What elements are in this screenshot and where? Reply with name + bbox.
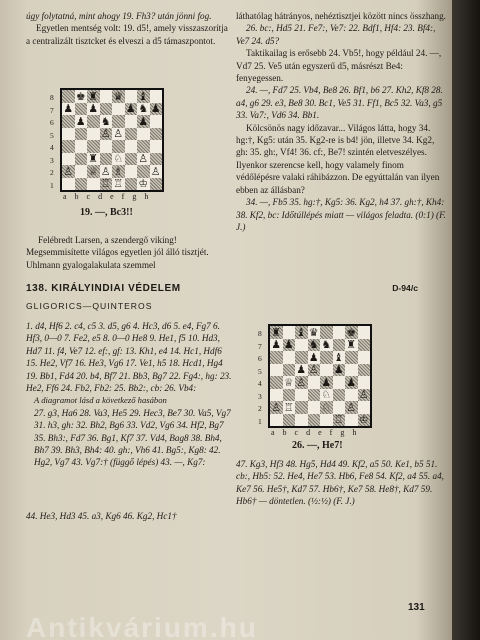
rank-label: 4 [50,143,54,152]
board-square [112,153,125,166]
rank-label: 2 [258,404,262,413]
board-square [358,401,371,414]
board-square [100,153,113,166]
chess-piece: ♚ [346,325,357,339]
board-square [62,153,75,166]
board-square [137,165,150,178]
paragraph: Felébredt Larsen, a szendergő viking! Megsemmisítette világos egyetlen jól álló tisztjét. Uhlmann gyalogalakulata szemmel [26,235,209,270]
board-square [308,339,321,352]
paragraph: Taktikailag is erősebb 24. Vb5!, hogy például 24. —, Vd7 25. Ve5 után egyszerű d5, másrészt Be4: fenyegessen. [236,48,442,84]
board-square [125,178,138,191]
board-square [137,115,150,128]
board-square [87,90,100,103]
board-square [308,414,321,427]
diagram2-caption: 26. —, He7! [292,440,343,451]
board-square [320,401,333,414]
diagram1-rank-labels [50,92,54,192]
board-square [308,401,321,414]
board-square [345,414,358,427]
board-square [87,178,100,191]
board-square [62,103,75,116]
chess-piece: ♙ [113,127,124,141]
chess-piece: ♛ [113,89,124,103]
board-square [100,140,113,153]
board-square [270,401,283,414]
chess-piece: ♞ [321,338,332,352]
game-header [26,283,452,294]
board-square [100,178,113,191]
board-square [125,103,138,116]
board-square [358,339,371,352]
board-square [62,140,75,153]
paragraph: Egyetlen mentség volt: 19. d5!, amely visszaszorítja a centralizált tisztcket és elveszi a d5 támaszpontot. [26,23,228,46]
book-gutter [452,0,480,640]
moves-text: 44. He3, Hd3 45. a3, Kg6 46. Kg2, Hc1† [26,511,177,521]
board-square [75,140,88,153]
board-square [137,178,150,191]
chess-piece: ♟ [271,338,282,352]
board-square [320,376,333,389]
board-square [358,376,371,389]
chess-piece: ♟ [321,375,332,389]
board-square [270,376,283,389]
rank-label: 1 [258,416,262,426]
board-square [100,115,113,128]
board-square [125,165,138,178]
chess-piece: ♕ [88,164,99,178]
chess-piece: ♟ [138,114,149,128]
chess-piece: ♘ [321,388,332,402]
chess-piece: ♜ [88,152,99,166]
board-square [100,165,113,178]
board-square [270,326,283,339]
board-square [358,351,371,364]
board-square [295,351,308,364]
board-square [333,364,346,377]
rank-label: 1 [50,180,54,190]
board-square [87,153,100,166]
top-left-column [26,10,232,47]
chess-piece: ♙ [138,152,149,166]
eco-code: D-94/c [392,283,418,293]
paragraph: láthatólag hátrányos, nehéztisztjei között nincs összhang. [236,11,446,21]
paragraph: úgy folytatná, mint ahogy 19. Fh3? után jönni fog. [26,11,212,21]
chess-piece: ♙ [100,127,111,141]
chess-piece: ♜ [346,338,357,352]
board-square [308,326,321,339]
rank-label: 2 [50,168,54,177]
chess-piece: ♝ [333,350,344,364]
board-square [283,376,296,389]
rank-label: 5 [50,130,54,140]
chess-piece: ♜ [271,325,282,339]
moves-text: 47. Kg3, Hf3 48. Hg5, Hd4 49. Kf2, a5 50. Ke1, b5 51. cb:, Hb5: 52. He4, He7 53. Hb6, Fe8 54. Kf2, a4 55. a4, Ke7 56. He5†, Kd7 57. Hb6†, Ke7 58. He8†, Kd7 59. Hb6† — döntetlen. (½:½) (F. J.) [236,459,444,507]
board-square [137,140,150,153]
rank-label: 7 [50,105,54,115]
chess-piece: ♟ [75,114,86,128]
moves-text: 27. g3, Ha6 28. Va3, He5 29. Hec3, Be7 30. Va5, Vg7 31. h3, gh: 32. Bh2, Bg6 33. Vd2, Vg6 34. Hf2, Bg7 35. Bh3:, Fd7 36. Bg1, Kf7 37. Vd4, Bag8 38. Bh4, Bh7 39. Bh3, Bh4: 40. gh:, Vh6 41. Bg5:, Kg8: 42. Hg2, Vg7 43. Vg7:† (függő lépés) 43. —, Kg7: [34,407,231,468]
board-square [333,414,346,427]
chess-piece: ♔ [138,177,149,191]
board-square [137,90,150,103]
board-square [333,351,346,364]
rank-label: 8 [258,329,262,338]
board-square [112,115,125,128]
chess-piece: ♝ [138,89,149,103]
diagram-note: A diagramot lásd a következő hasábon [34,395,167,406]
chess-piece: ♛ [308,325,319,339]
board-square [62,115,75,128]
board-square [270,351,283,364]
board-square [87,128,100,141]
chess-piece: ♙ [296,375,307,389]
rank-label: 6 [50,118,54,127]
board-square [345,364,358,377]
board-square [112,178,125,191]
chess-piece: ♟ [283,338,294,352]
board-square [295,376,308,389]
board-square [320,389,333,402]
board-square [87,103,100,116]
chess-piece: ♖ [113,177,124,191]
paragraph: Kölcsönös nagy időzavar... Világos látta, hogy 34. hg:†, Kg5: után 35. Kg2-re is b4! jön, illetve 34. Kg2, gh: 35. gh:, Vf4! 36. cf:, Be7! szintén eletveszélyes. Ilyenkor szerencse kell, hogy valamely finom védőlépésre valaki ráhibázzon. De egyúttalán van ilyen ebben az állásban? [236,122,440,195]
diagram2-file-labels: a b c d e f g h [271,428,360,437]
board-square [308,364,321,377]
chess-piece: ♙ [346,400,357,414]
board-square [295,364,308,377]
board-square [100,128,113,141]
chess-piece: ♟ [63,102,74,116]
board-square [345,326,358,339]
chess-piece: ♙ [271,400,282,414]
board-square [270,364,283,377]
board-square [358,326,371,339]
chess-piece: ♖ [333,413,344,427]
chess-piece: ♖ [283,400,294,414]
board-square [270,414,283,427]
board-square [100,90,113,103]
board-square [112,128,125,141]
chess-piece: ♙ [150,164,161,178]
chess-piece: ♟ [308,350,319,364]
board-square [112,165,125,178]
board-square [270,389,283,402]
board-square [333,339,346,352]
board-square [75,115,88,128]
board-square [150,90,163,103]
board-square [358,364,371,377]
chess-piece: ♙ [308,363,319,377]
chess-piece: ♜ [88,89,99,103]
board-square [333,376,346,389]
board-square [295,326,308,339]
top-right-column [236,10,446,233]
moves-text: 1. d4, Hf6 2. c4, c5 3. d5, g6 4. Hc3, d6 5. e4, Fg7 6. Hf3, 0—0 7. Fe2, e5 8. 0—0 He8 9. He1, f5 10. Hd3, Hd7 11. f4, Ve7 12. ef:, gf: 13. Kh1, e4 14. Hc1, Hdf6 15. He2, Vf7 16. He3, Vg6 17. Ve1, h5 18. Hcd1, Hg4 19. Bb1, Fd4 20. b4, Bf7 21. Bb3, Bg7 22. Fg4:, hg: 23. He2, Ff6 24. Fb2, Fb2: 25. Bb2:, cb: 26. Vb4: [26,321,232,394]
chess-diagram-1 [60,88,164,192]
board-square [150,165,163,178]
chess-piece: ♞ [100,114,111,128]
board-square [345,389,358,402]
board-square [345,351,358,364]
board-square [87,140,100,153]
chess-piece: ♘ [113,152,124,166]
board-square [75,128,88,141]
board-square [270,339,283,352]
board-square [112,90,125,103]
chess-piece: ♝ [296,325,307,339]
board-square [125,140,138,153]
board-square [100,103,113,116]
board-square [75,90,88,103]
board-square [150,153,163,166]
board-square [283,401,296,414]
chess-piece: ♟ [333,363,344,377]
chess-piece: ♗ [113,164,124,178]
board-square [333,389,346,402]
board-square [112,103,125,116]
moves-text: 34. —, Fb5 35. hg:†, Kg5: 36. Kg2, h4 37. gh:†, Kh4: 38. Kf2, bc: Időtúllépés miatt — világos feladta. (0:1) (F. J.) [236,197,446,232]
chess-piece: ♙ [100,164,111,178]
chess-piece: ♙ [358,388,369,402]
chess-piece: ♟ [150,102,161,116]
board-square [283,339,296,352]
board-square [150,115,163,128]
board-square [320,339,333,352]
board-square [283,414,296,427]
board-square [150,103,163,116]
chess-piece: ♞ [138,102,149,116]
board-square [62,178,75,191]
chess-piece: ♞ [308,338,319,352]
board-square [308,389,321,402]
board-square [333,401,346,414]
board-square [295,389,308,402]
chess-piece: ♖ [100,177,111,191]
chess-piece: ♟ [88,102,99,116]
board-square [283,351,296,364]
board-square [295,414,308,427]
board-square [75,153,88,166]
board-square [333,326,346,339]
page-number: 131 [408,602,425,613]
rank-label: 3 [50,155,54,165]
rank-label: 7 [258,341,262,351]
board-square [137,128,150,141]
board-square [345,339,358,352]
rank-label: 8 [50,93,54,102]
board-square [75,103,88,116]
board-square [283,389,296,402]
players: GLIGORICS—QUINTEROS [26,301,153,311]
watermark-logo: Antikvárium.hu [26,612,258,640]
board-square [320,414,333,427]
board-square [358,414,371,427]
chess-piece: ♟ [346,375,357,389]
diagram1-file-labels: a b c d e f g h [63,192,152,201]
chess-piece: ♟ [296,363,307,377]
board-square [283,326,296,339]
board-square [125,153,138,166]
board-square [320,351,333,364]
rank-label: 6 [258,354,262,363]
board-square [62,128,75,141]
board-square [345,376,358,389]
board-square [125,128,138,141]
board-square [75,165,88,178]
chess-piece: ♙ [63,164,74,178]
chess-piece: ♔ [358,413,369,427]
board-square [62,165,75,178]
chess-piece: ♚ [75,89,86,103]
board-square [125,115,138,128]
chess-piece: ♟ [125,102,136,116]
board-square [62,90,75,103]
rank-label: 4 [258,379,262,388]
board-square [295,339,308,352]
board-square [137,103,150,116]
chess-piece: ♕ [283,375,294,389]
diagram2-rank-labels [258,328,262,428]
diagram1-caption: 19. —, Bc3!! [80,207,133,218]
board-square [150,178,163,191]
board-square [358,389,371,402]
board-square [283,364,296,377]
chess-diagram-2 [268,324,372,428]
game-title: 138. KIRÁLYINDIAI VÉDELEM [26,283,181,294]
board-square [150,140,163,153]
rank-label: 5 [258,366,262,376]
game-moves-left [26,320,232,469]
board-square [320,326,333,339]
board-square [125,90,138,103]
board-square [150,128,163,141]
board-square [112,140,125,153]
board-square [308,376,321,389]
board-square [75,178,88,191]
board-square [345,401,358,414]
board-square [87,115,100,128]
board-square [295,401,308,414]
moves-text: 26. bc:, Hd5 21. Fe7:, Ve7: 22. Bdf1, Hf4: 23. Bf4:, Ve7 24. d5? [236,23,436,46]
moves-text: 24. —, Fd7 25. Vb4, Be8 26. Bf1, b6 27. Kh2, Kf8 28. a4, g6 29. e3, Be8 30. Bc1, Ve5 31. Ff1, Bc5 32. Va3, g5 33. Va7:, Vd6 34. Bb1. [236,85,443,121]
board-square [320,364,333,377]
board-square [137,153,150,166]
board-square [87,165,100,178]
chess-piece: ♘ [321,400,332,414]
rank-label: 3 [258,391,262,401]
board-square [308,351,321,364]
